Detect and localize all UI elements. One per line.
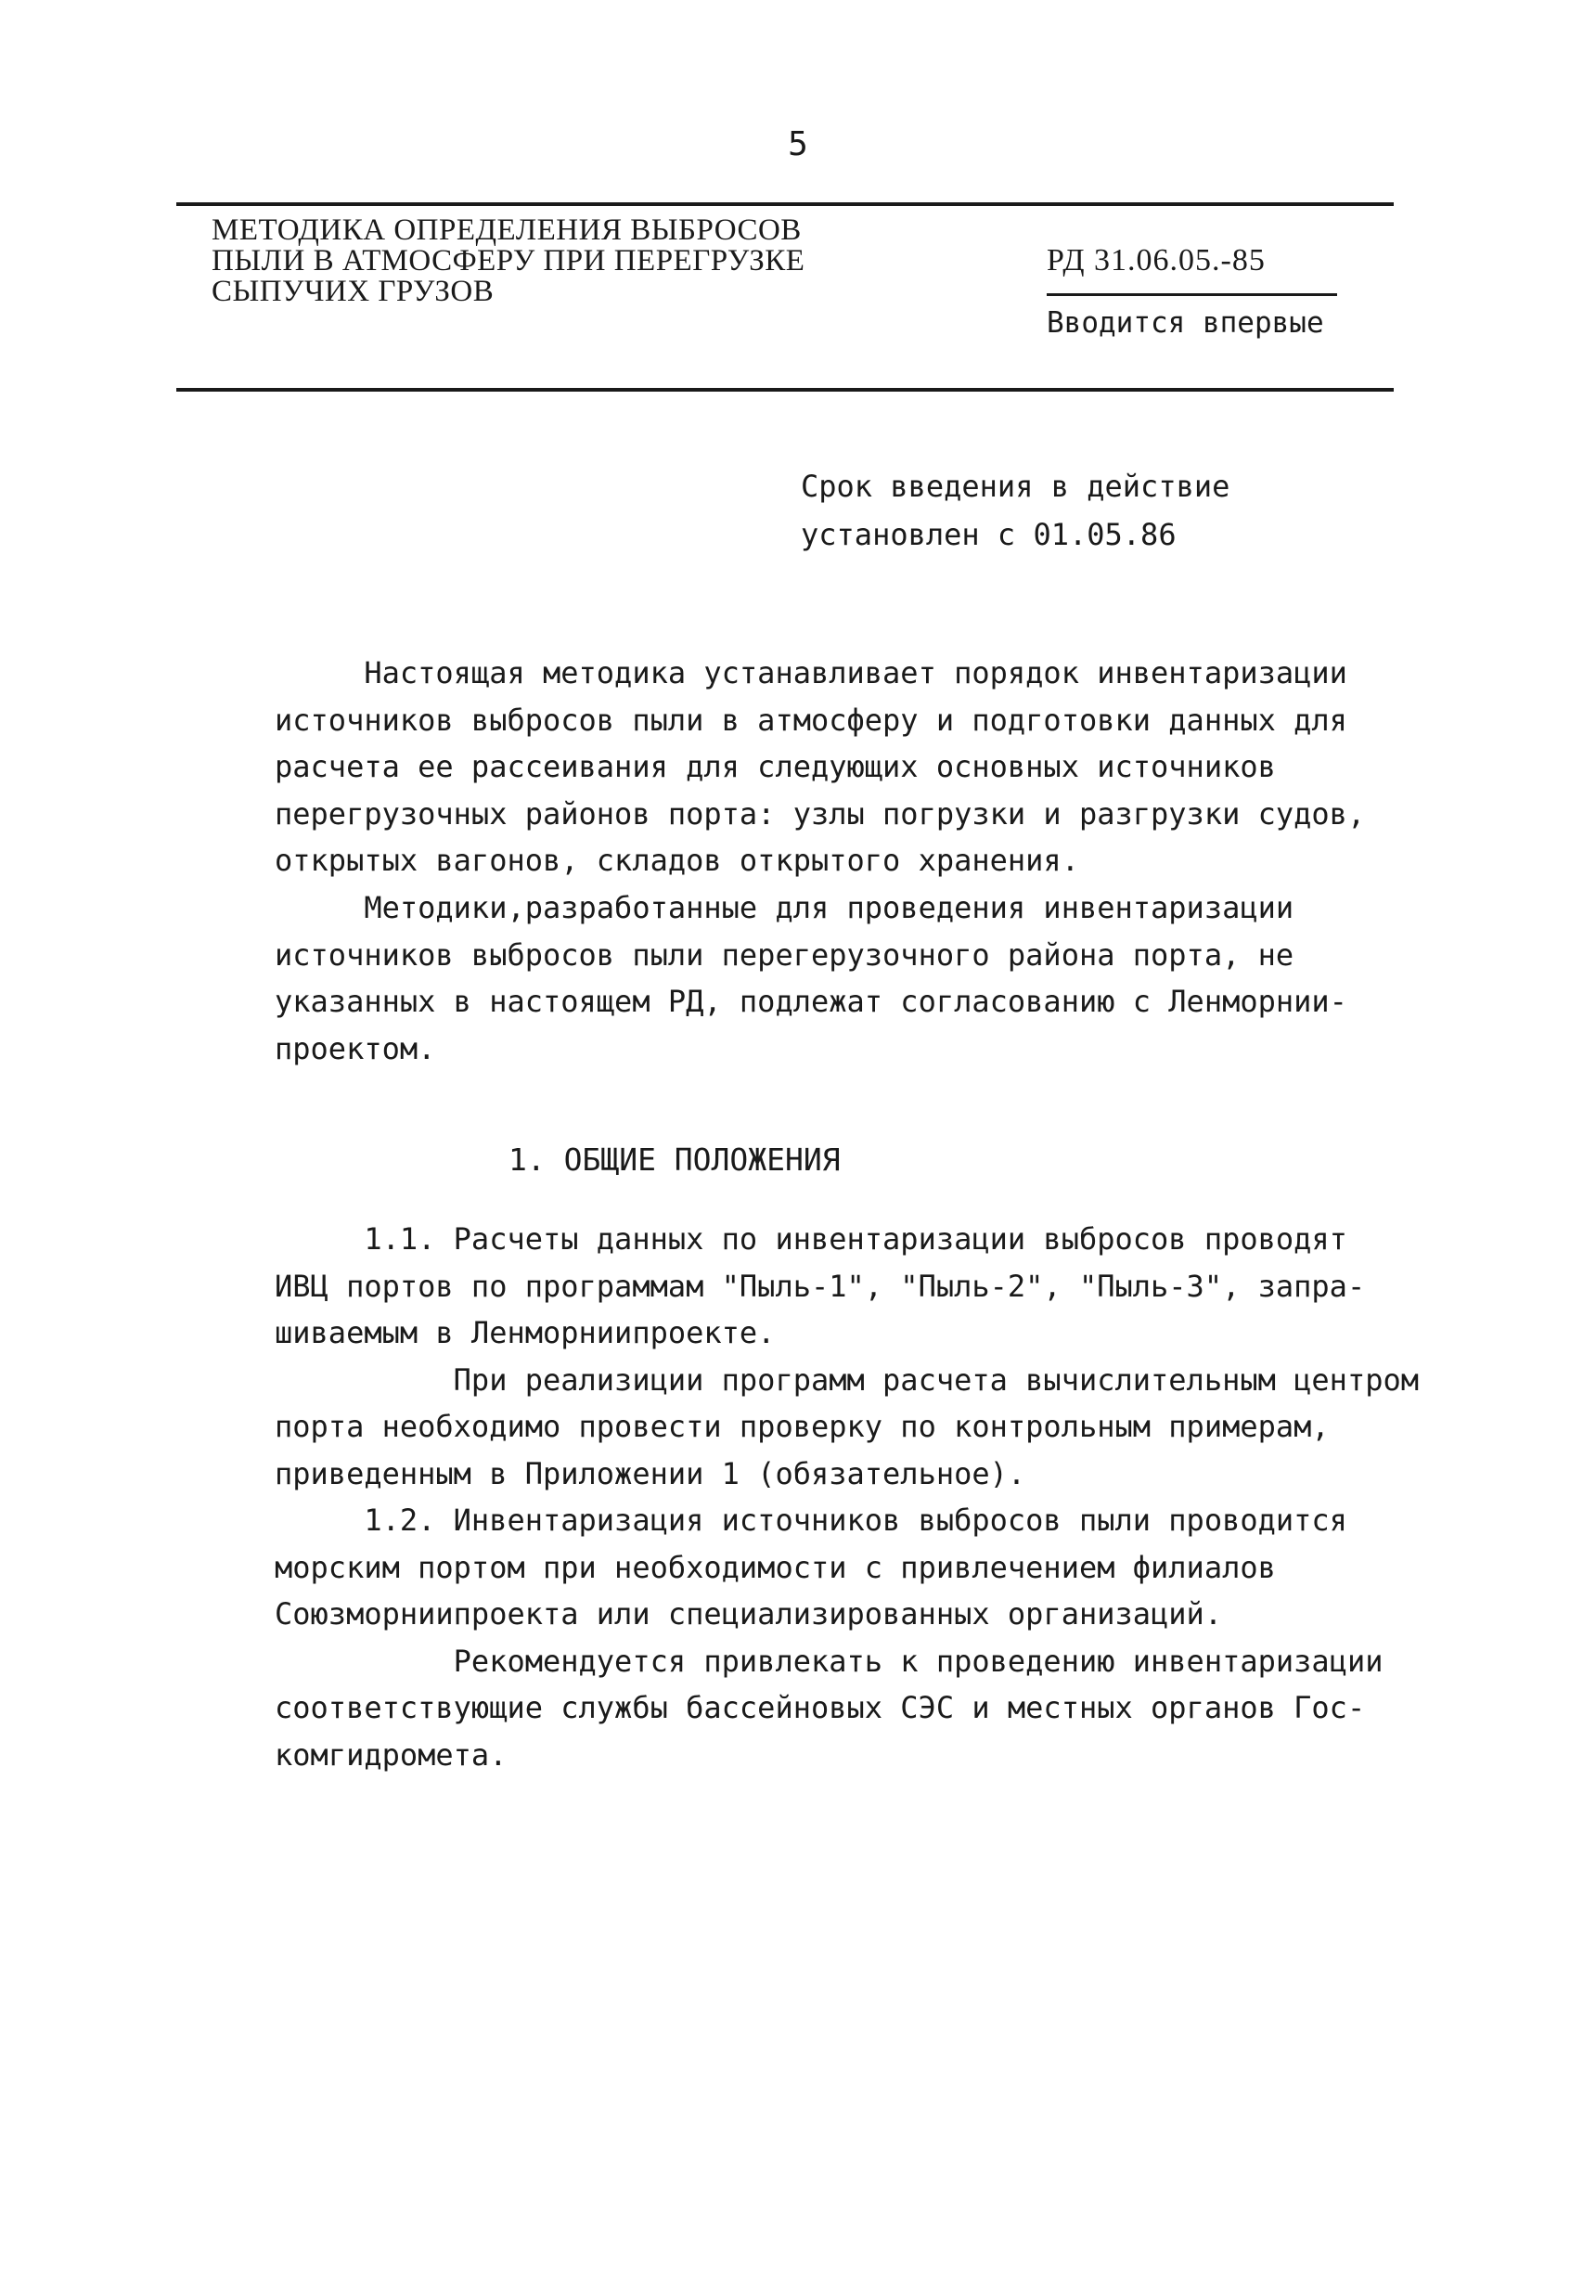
text-line: морским портом при необходимости с привлечением филиалов — [275, 1549, 1276, 1585]
text-line: источников выбросов пыли в атмосферу и подготовки данных для — [275, 702, 1347, 738]
text-line: 1.2. Инвентаризация источников выбросов пыли проводится — [275, 1503, 1347, 1538]
header-bottom-rule — [176, 388, 1394, 392]
text-line: При реализиции программ расчета вычислительным центром — [275, 1361, 1419, 1398]
text-line: проектом. — [275, 1030, 436, 1066]
section-heading: 1. ОБЩИЕ ПОЛОЖЕНИЯ — [508, 1142, 841, 1178]
page-number: 5 — [788, 125, 808, 163]
text-line: порта необходимо провести проверку по контрольным примерам, — [275, 1409, 1330, 1444]
intro-paragraph-1 — [275, 650, 1425, 884]
intro-paragraph-2 — [275, 884, 1425, 1072]
document-title — [212, 215, 880, 307]
document-code-underline — [1047, 293, 1337, 296]
text-line: источников выбросов пыли перегерузочного района порта, не — [275, 936, 1294, 973]
text-line: соответствующие службы бассейновых СЭС и местных органов Гос- — [275, 1690, 1366, 1725]
text-line: открытых вагонов, складов открытого хранения. — [275, 843, 1079, 878]
text-line: комгидромета. — [275, 1736, 508, 1773]
document-code: РД 31.06.05.-85 — [1047, 243, 1266, 277]
text-line: ИВЦ портов по программам "Пыль-1", "Пыль-2", "Пыль-3", запра- — [275, 1268, 1366, 1304]
text-line: 1.1. Расчеты данных по инвентаризации выбросов проводят — [275, 1221, 1347, 1257]
section-1-body — [275, 1216, 1425, 1778]
text-line: расчета ее рассеивания для следующих основных источников — [275, 749, 1276, 784]
text-line: шиваемым в Ленморниипроекте. — [275, 1315, 776, 1350]
document-title-line: ПЫЛИ В АТМОСФЕРУ ПРИ ПЕРЕГРУЗКЕ — [212, 244, 805, 277]
text-line: перегрузочных районов порта: узлы погрузки и разгрузки судов, — [275, 795, 1366, 832]
document-status: Вводится впервые — [1047, 306, 1324, 340]
text-line: Союзморниипроекта или специализированных организаций. — [275, 1596, 1223, 1632]
effective-date-block — [801, 462, 1229, 559]
header-top-rule — [176, 202, 1394, 206]
text-line: Настоящая методика устанавливает порядок инвентаризации — [275, 655, 1347, 690]
effective-date-line: Срок введения в действие — [801, 469, 1230, 504]
document-title-line: МЕТОДИКА ОПРЕДЕЛЕНИЯ ВЫБРОСОВ — [212, 213, 802, 247]
effective-date-line: установлен с 01.05.86 — [801, 517, 1177, 552]
text-line: Рекомендуется привлекать к проведению инвентаризации — [275, 1643, 1384, 1679]
text-line: приведенным в Приложении 1 (обязательное). — [275, 1455, 1026, 1491]
text-line: указанных в настоящем РД, подлежат согласованию с Ленморнии- — [275, 984, 1347, 1019]
text-line: Методики,разработанные для проведения инвентаризации — [275, 890, 1294, 925]
document-title-line: СЫПУЧИХ ГРУЗОВ — [212, 275, 495, 308]
